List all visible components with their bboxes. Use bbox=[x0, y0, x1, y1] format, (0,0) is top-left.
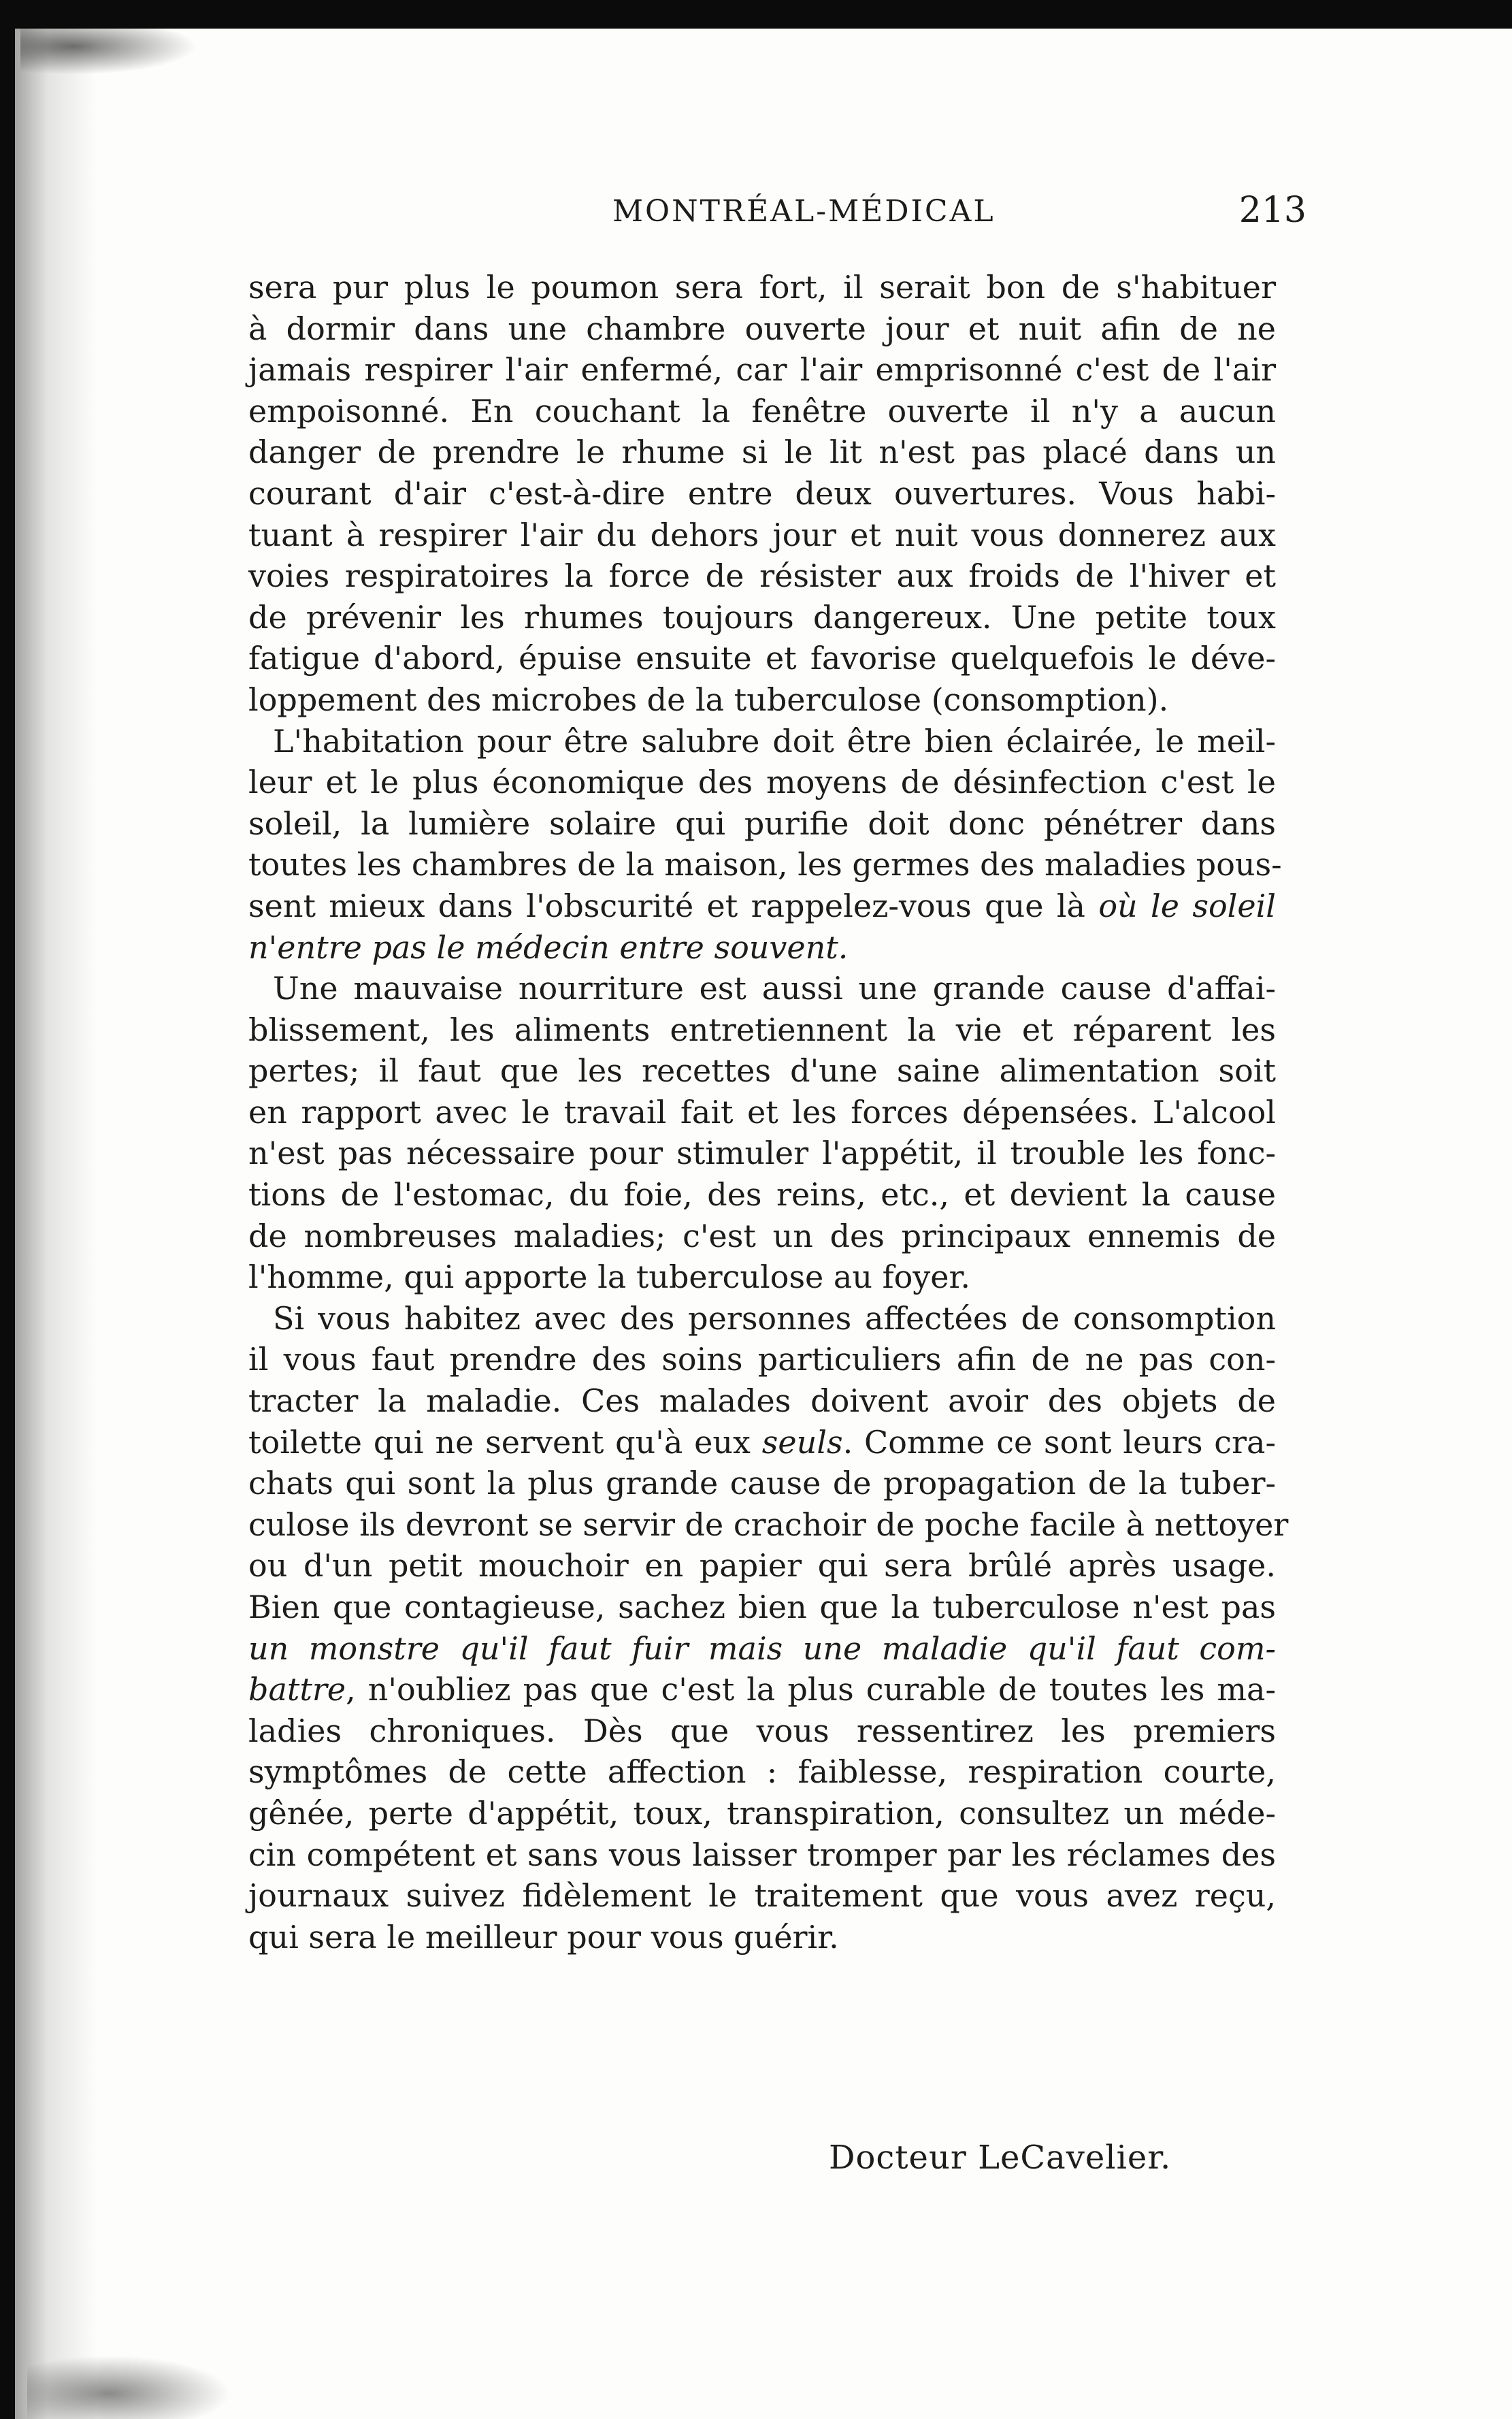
text-line-italic: n'entre pas le médecin entre souvent. bbox=[248, 928, 849, 966]
text-line: loppement des microbes de la tuberculose (consomption). bbox=[248, 681, 1169, 718]
italic-phrase: où le soleil bbox=[1098, 887, 1276, 924]
text-line: chats qui sont la plus grande cause de propagation de la tuber- bbox=[248, 1465, 1276, 1502]
text-line: toutes les chambres de la maison, les germes des maladies pous- bbox=[248, 846, 1282, 883]
text-line: danger de prendre le rhume si le lit n'est pas placé dans un bbox=[248, 434, 1276, 471]
text-line: tracter la maladie. Ces malades doivent avoir des objets de bbox=[248, 1382, 1276, 1420]
text-line: blissement, les aliments entretiennent la vie et réparent les bbox=[248, 1011, 1276, 1048]
text-segment: . Comme ce sont leurs cra- bbox=[842, 1423, 1277, 1461]
text-line: gênée, perte d'appétit, toux, transpiration, consultez un méde- bbox=[248, 1794, 1276, 1832]
article-body bbox=[248, 267, 1289, 1958]
scan-smudge-top bbox=[20, 27, 197, 75]
text-line: fatigue d'abord, épuise ensuite et favorise quelquefois le déve- bbox=[248, 640, 1276, 677]
text-segment: sent mieux dans l'obscurité et rappelez-vous que là bbox=[248, 887, 1085, 924]
text-line: de prévenir les rhumes toujours dangereux. Une petite toux bbox=[248, 598, 1276, 636]
text-line: Bien que contagieuse, sachez bien que la tuberculose n'est pas bbox=[248, 1589, 1276, 1625]
scan-border-left bbox=[0, 0, 15, 2419]
text-line: l'homme, qui apporte la tuberculose au foyer. bbox=[248, 1259, 971, 1296]
page-number: 213 bbox=[1238, 190, 1306, 231]
author-signature: Docteur LeCavelier. bbox=[829, 2139, 1172, 2177]
text-line: en rapport avec le travail fait et les forces dépensées. L'alcool bbox=[248, 1093, 1276, 1131]
scan-border-top bbox=[0, 0, 1512, 29]
text-line: ladies chroniques. Dès que vous ressentirez les premiers bbox=[248, 1712, 1276, 1749]
italic-phrase: seuls bbox=[761, 1423, 843, 1461]
text-segment: toilette qui ne servent qu'à eux bbox=[248, 1423, 751, 1461]
text-line: culose ils devront se servir de crachoir de poche facile à nettoyer bbox=[248, 1506, 1289, 1543]
text-line: pertes; il faut que les recettes d'une saine alimentation soit bbox=[248, 1052, 1276, 1090]
scan-smudge-bottom bbox=[27, 2355, 231, 2419]
text-line-mixed bbox=[248, 1422, 1276, 1463]
text-line: soleil, la lumière solaire qui purifie doit donc pénétrer dans bbox=[248, 805, 1276, 842]
text-line: il vous faut prendre des soins particuliers afin de ne pas con- bbox=[248, 1341, 1276, 1378]
text-line-mixed bbox=[248, 886, 1276, 927]
text-line: tions de l'estomac, du foie, des reins, etc., et devient la cause bbox=[248, 1176, 1276, 1214]
running-head: MONTRÉAL-MÉDICAL bbox=[612, 194, 996, 229]
page-gutter-shadow bbox=[15, 27, 97, 2419]
text-line: Si vous habitez avec des personnes affectées de consomption bbox=[273, 1299, 1276, 1337]
text-line: journaux suivez fidèlement le traitement que vous avez reçu, bbox=[248, 1877, 1276, 1915]
text-line: leur et le plus économique des moyens de désinfection c'est le bbox=[248, 764, 1276, 801]
page-header bbox=[245, 190, 1306, 242]
text-line-mixed bbox=[248, 1669, 1276, 1710]
text-line: à dormir dans une chambre ouverte jour et nuit afin de ne bbox=[248, 310, 1276, 347]
italic-phrase: battre bbox=[248, 1671, 346, 1708]
text-line: empoisonné. En couchant la fenêtre ouverte il n'y a aucun bbox=[248, 392, 1276, 429]
text-line-italic: un monstre qu'il faut fuir mais une maladie qu'il faut com- bbox=[248, 1629, 1276, 1667]
text-line: de nombreuses maladies; c'est un des principaux ennemis de bbox=[248, 1217, 1276, 1254]
text-line: L'habitation pour être salubre doit être bien éclairée, le meil- bbox=[273, 722, 1276, 760]
text-line: cin compétent et sans vous laisser tromper par les réclames des bbox=[248, 1836, 1276, 1873]
text-line: tuant à respirer l'air du dehors jour et nuit vous donnerez aux bbox=[248, 516, 1276, 553]
text-line: qui sera le meilleur pour vous guérir. bbox=[248, 1918, 839, 1955]
text-line: Une mauvaise nourriture est aussi une grande cause d'affai- bbox=[273, 970, 1276, 1007]
text-line: symptômes de cette affection : faiblesse, respiration courte, bbox=[248, 1753, 1276, 1791]
text-segment: , n'oubliez pas que c'est la plus curable de toutes les ma- bbox=[346, 1671, 1276, 1708]
text-line: courant d'air c'est-à-dire entre deux ouvertures. Vous habi- bbox=[248, 474, 1276, 512]
text-line: sera pur plus le poumon sera fort, il serait bon de s'habituer bbox=[248, 269, 1276, 306]
text-line: n'est pas nécessaire pour stimuler l'appétit, il trouble les fonc- bbox=[248, 1135, 1276, 1172]
text-line: voies respiratoires la force de résister aux froids de l'hiver et bbox=[248, 557, 1276, 595]
text-line: jamais respirer l'air enfermé, car l'air emprisonné c'est de l'air bbox=[248, 351, 1276, 389]
text-line: ou d'un petit mouchoir en papier qui sera brûlé après usage. bbox=[248, 1547, 1276, 1585]
